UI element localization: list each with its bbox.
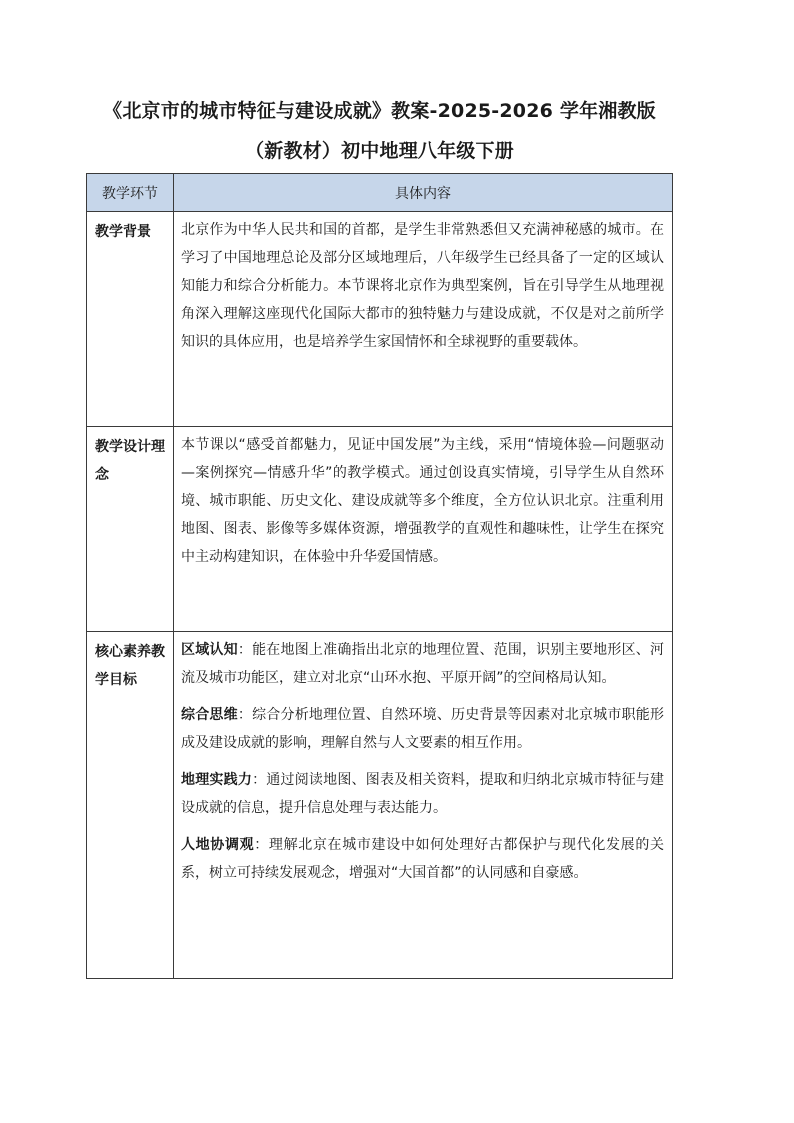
header-teaching-stage: 教学环节 <box>87 174 174 212</box>
row-content-teaching-background <box>174 212 673 427</box>
row-label-core-literacy-goals: 核心素养教学目标 <box>87 632 174 979</box>
row-label-design-concept: 教学设计理念 <box>87 427 174 632</box>
table-row <box>87 212 673 427</box>
row-content-core-literacy-goals <box>174 632 673 979</box>
background-text: 北京作为中华人民共和国的首都，是学生非常熟悉但又充满神秘感的城市。在学习了中国地理总论及部分区域地理后，八年级学生已经具备了一定的区域认知能力和综合分析能力。本节课将北京作为典型案例，旨在引导学生从地理视角深入理解这座现代化国际大都市的独特魅力与建设成就，不仅是对之前所学知识的具体应用，也是培养学生家国情怀和全球视野的重要载体。 <box>181 222 664 350</box>
goal-term: 区域认知 <box>181 642 238 658</box>
title-line-1: 《北京市的城市特征与建设成就》教案-2025-2026 学年湘教版 <box>103 100 656 122</box>
table-header-row <box>87 174 673 212</box>
title-line-2: （新教材）初中地理八年级下册 <box>245 140 514 162</box>
table-row <box>87 632 673 979</box>
row-content-design-concept <box>174 427 673 632</box>
goal-text: ：通过阅读地图、图表及相关资料，提取和归纳北京城市特征与建设成就的信息，提升信息处理与表达能力。 <box>181 772 665 816</box>
goal-regional-cognition <box>181 636 664 692</box>
goal-term: 地理实践力 <box>181 772 253 788</box>
concept-text: 本节课以“感受首都魅力，见证中国发展”为主线，采用“情境体验—问题驱动—案例探究—情感升华”的教学模式。通过创设真实情境，引导学生从自然环境、城市职能、历史文化、建设成就等多个维度，全方位认识北京。注重利用地图、图表、影像等多媒体资源，增强教学的直观性和趣味性，让学生在探究中主动构建知识，在体验中升华爱国情感。 <box>181 437 664 565</box>
goal-text: ：能在地图上准确指出北京的地理位置、范围，识别主要地形区、河流及城市功能区，建立对北京“山环水抱、平原开阔”的空间格局认知。 <box>181 642 665 686</box>
goal-term: 综合思维 <box>181 707 238 723</box>
table-row <box>87 427 673 632</box>
goal-geographic-practice <box>181 766 664 822</box>
goal-text: ：综合分析地理位置、自然环境、历史背景等因素对北京城市职能形成及建设成就的影响，理解自然与人文要素的相互作用。 <box>181 707 665 751</box>
goal-comprehensive-thinking <box>181 701 664 757</box>
lesson-plan-table <box>86 173 673 979</box>
header-specific-content: 具体内容 <box>174 174 673 212</box>
goal-text: ：理解北京在城市建设中如何处理好古都保护与现代化发展的关系，树立可持续发展观念，增强对“大国首都”的认同感和自豪感。 <box>181 837 664 881</box>
row-label-teaching-background: 教学背景 <box>87 212 174 427</box>
goal-term: 人地协调观 <box>181 837 255 853</box>
goal-human-land-coordination <box>181 831 664 887</box>
